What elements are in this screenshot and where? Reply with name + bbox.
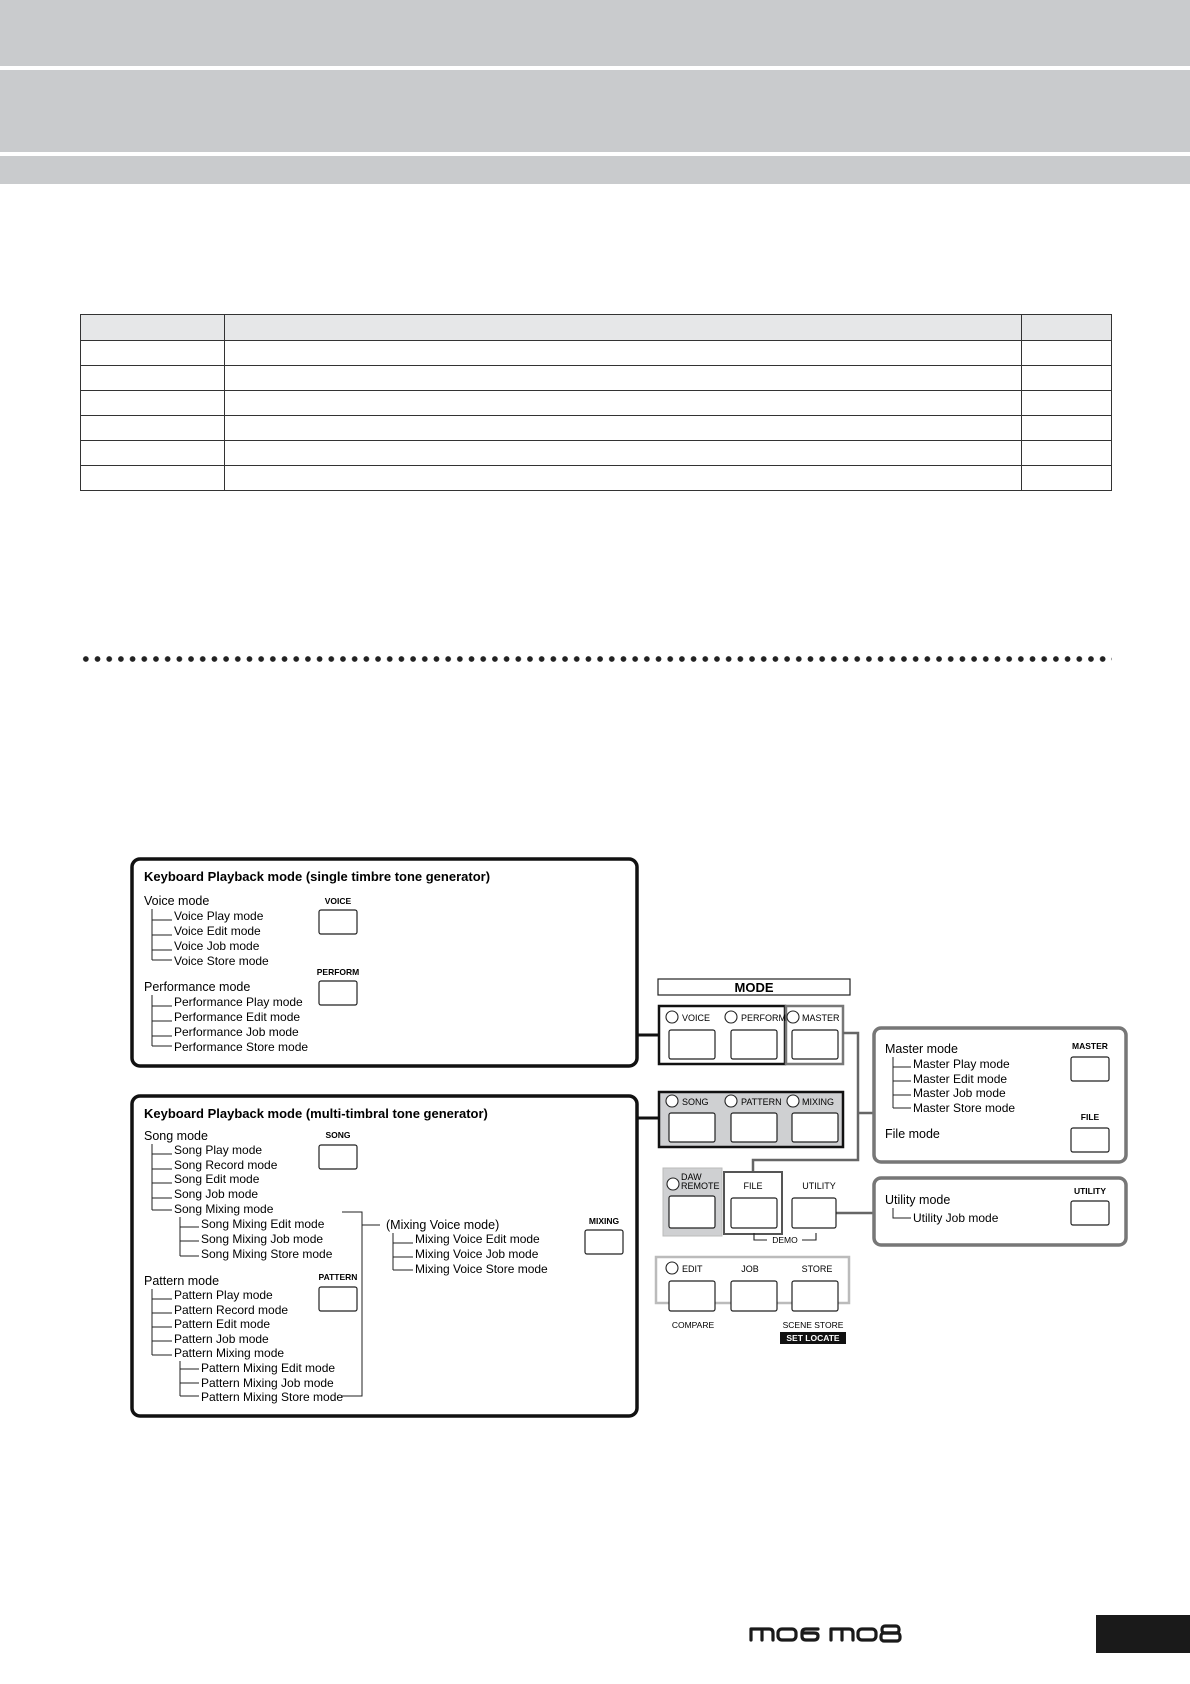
panel-file-label: FILE: [743, 1181, 763, 1191]
mixing-button: [585, 1230, 623, 1254]
voice-sub-item: Voice Store mode: [174, 954, 269, 968]
song-mode-label: Song mode: [144, 1129, 208, 1143]
pattern-sub-item: Pattern Record mode: [174, 1303, 289, 1317]
voice-button-label: VOICE: [324, 896, 352, 906]
led-icon: [725, 1095, 737, 1107]
song-mixing-sub-item: Song Mixing Job mode: [201, 1232, 324, 1246]
perf-sub-item: Performance Job mode: [174, 1025, 299, 1039]
daw-remote-button: [669, 1196, 715, 1228]
mode-panel: [637, 979, 874, 1344]
panel-store-button: [792, 1281, 838, 1311]
demo-label: DEMO: [772, 1235, 798, 1245]
panel-mixing-button: [792, 1113, 838, 1142]
led-icon: [725, 1011, 737, 1023]
panel-perform-label: PERFORM: [741, 1013, 786, 1023]
panel-job-button: [731, 1281, 777, 1311]
perform-button-label: PERFORM: [316, 967, 360, 977]
mode-label: MODE: [734, 980, 774, 995]
master-button: [1071, 1057, 1109, 1081]
utility-sub-item: Utility Job mode: [913, 1211, 999, 1225]
mixing-voice-sub-item: Mixing Voice Store mode: [415, 1262, 548, 1276]
kb-single-title: Keyboard Playback mode (single timbre tone generator): [144, 869, 491, 884]
set-locate-label: SET LOCATE: [786, 1333, 840, 1343]
master-sub-item: Master Job mode: [913, 1086, 1006, 1100]
master-sub-item: Master Store mode: [913, 1101, 1016, 1115]
panel-edit-label: EDIT: [682, 1264, 703, 1274]
panel-store-label: STORE: [801, 1264, 833, 1274]
song-sub-item: Song Record mode: [174, 1158, 278, 1172]
voice-mode-label: Voice mode: [144, 894, 210, 908]
panel-voice-label: VOICE: [682, 1013, 711, 1023]
panel-master-label: MASTER: [802, 1013, 840, 1023]
pattern-mode-label: Pattern mode: [144, 1274, 220, 1288]
master-button-label: MASTER: [1072, 1041, 1108, 1051]
file-button: [1071, 1128, 1109, 1152]
utility-mode-label: Utility mode: [885, 1193, 951, 1207]
master-box: [874, 1028, 1126, 1162]
perf-mode-label: Performance mode: [144, 980, 251, 994]
song-sub-item: Song Play mode: [174, 1143, 263, 1157]
perf-sub-item: Performance Play mode: [174, 995, 303, 1009]
voice-sub-item: Voice Edit mode: [174, 924, 261, 938]
panel-perform-button: [731, 1030, 777, 1059]
utility-button: [1071, 1201, 1109, 1225]
master-mode-label: Master mode: [885, 1042, 958, 1056]
panel-utility-button: [792, 1198, 836, 1228]
led-icon: [666, 1011, 678, 1023]
daw-remote-label: DAW: [681, 1172, 702, 1182]
utility-box: [874, 1178, 1126, 1245]
panel-mixing-label: MIXING: [802, 1097, 835, 1107]
panel-job-label: JOB: [741, 1264, 759, 1274]
song-mixing-sub-item: Song Mixing Store mode: [201, 1247, 333, 1261]
panel-file-button: [731, 1198, 777, 1228]
song-button: [319, 1145, 357, 1169]
pattern-mixing-sub-item: Pattern Mixing Job mode: [201, 1376, 334, 1390]
utility-button-label: UTILITY: [1073, 1186, 1107, 1196]
voice-sub-item: Voice Job mode: [174, 939, 260, 953]
pattern-sub-item: Pattern Job mode: [174, 1332, 269, 1346]
master-sub-item: Master Play mode: [913, 1057, 1010, 1071]
kb-multi-box: [132, 1096, 637, 1416]
mixing-button-label: MIXING: [588, 1216, 620, 1226]
led-icon: [667, 1178, 679, 1190]
song-mixing-sub-item: Song Mixing Edit mode: [201, 1217, 325, 1231]
song-sub-item: Song Edit mode: [174, 1172, 260, 1186]
mixing-voice-mode-label: (Mixing Voice mode): [386, 1218, 500, 1232]
perf-sub-item: Performance Edit mode: [174, 1010, 301, 1024]
voice-button: [319, 910, 357, 934]
file-button-label: FILE: [1080, 1112, 1100, 1122]
mo6-mo8-logo: [748, 1622, 904, 1646]
led-icon: [666, 1095, 678, 1107]
panel-utility-label: UTILITY: [802, 1181, 836, 1191]
pattern-mixing-sub-item: Pattern Mixing Edit mode: [201, 1361, 336, 1375]
perf-sub-item: Performance Store mode: [174, 1040, 309, 1054]
panel-voice-button: [669, 1030, 715, 1059]
song-sub-item: Song Job mode: [174, 1187, 259, 1201]
mixing-voice-sub-item: Mixing Voice Job mode: [415, 1247, 539, 1261]
song-sub-item: Song Mixing mode: [174, 1202, 274, 1216]
pattern-sub-item: Pattern Mixing mode: [174, 1346, 285, 1360]
master-sub-item: Master Edit mode: [913, 1072, 1008, 1086]
panel-edit-button: [669, 1281, 715, 1311]
song-button-label: SONG: [325, 1130, 351, 1140]
daw-remote-label: REMOTE: [681, 1181, 720, 1191]
mixing-voice-sub-item: Mixing Voice Edit mode: [415, 1232, 540, 1246]
scene-store-label: SCENE STORE: [782, 1320, 844, 1330]
file-mode-label: File mode: [885, 1127, 940, 1141]
pattern-sub-item: Pattern Edit mode: [174, 1317, 271, 1331]
panel-pattern-button: [731, 1113, 777, 1142]
page-number-tab: [1096, 1615, 1190, 1653]
pattern-button-label: PATTERN: [318, 1272, 358, 1282]
pattern-button: [319, 1287, 357, 1311]
pattern-sub-item: Pattern Play mode: [174, 1288, 273, 1302]
pattern-mixing-sub-item: Pattern Mixing Store mode: [201, 1390, 344, 1404]
perform-button: [319, 981, 357, 1005]
kb-multi-title: Keyboard Playback mode (multi-timbral tone generator): [144, 1106, 488, 1121]
voice-sub-item: Voice Play mode: [174, 909, 264, 923]
led-icon: [666, 1262, 678, 1274]
kb-single-box: [132, 859, 637, 1066]
panel-song-label: SONG: [682, 1097, 709, 1107]
panel-master-button: [792, 1030, 838, 1059]
led-icon: [787, 1095, 799, 1107]
panel-song-button: [669, 1113, 715, 1142]
panel-pattern-label: PATTERN: [741, 1097, 782, 1107]
led-icon: [787, 1011, 799, 1023]
compare-label: COMPARE: [671, 1320, 715, 1330]
